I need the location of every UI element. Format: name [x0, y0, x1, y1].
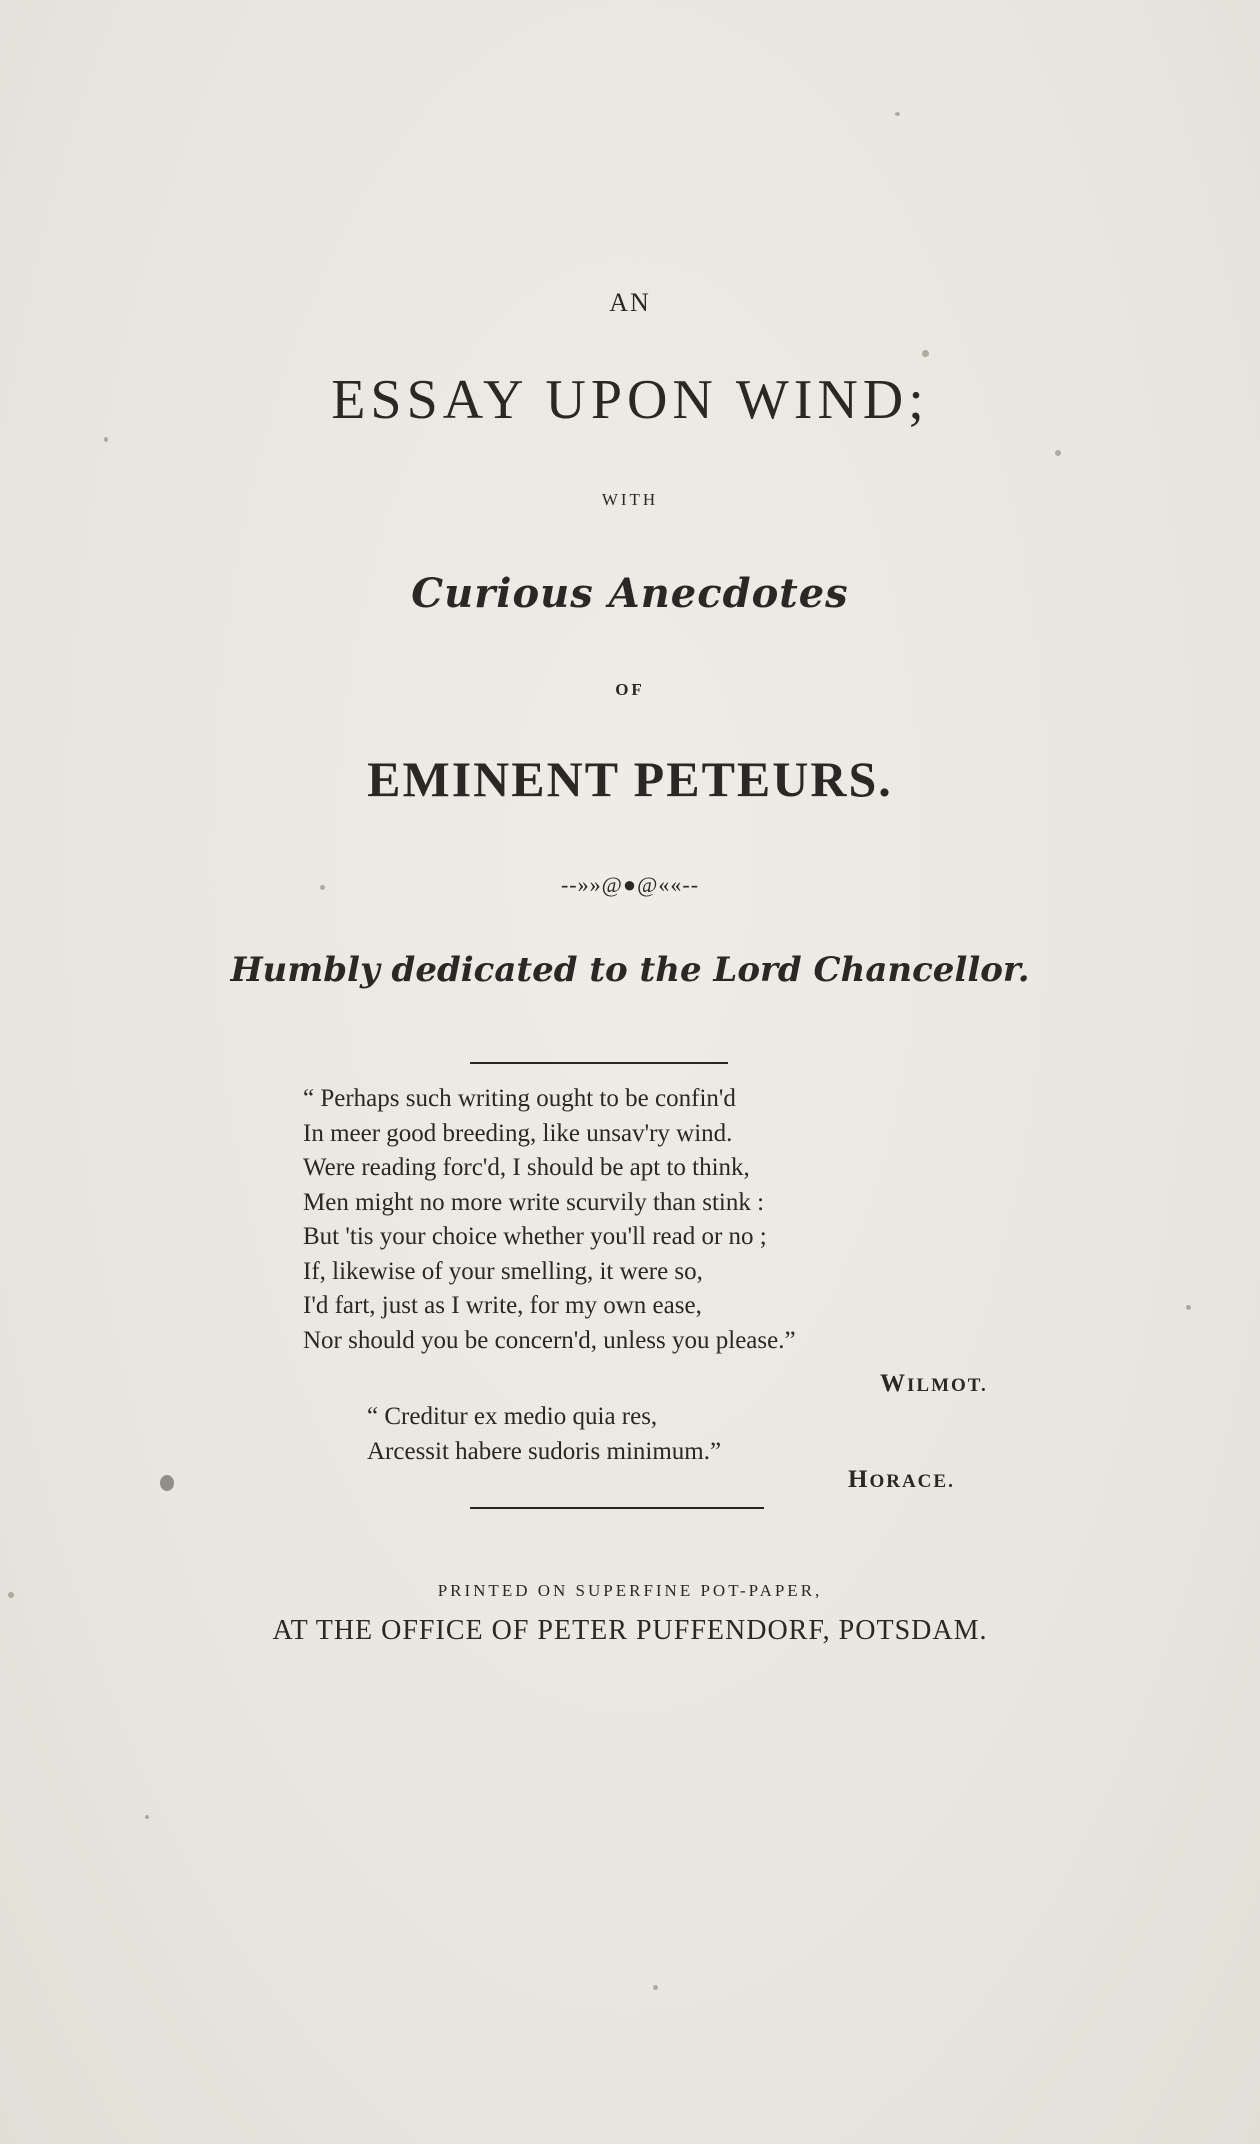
- epigraph-english: [303, 1082, 796, 1358]
- connector-with: WITH: [601, 490, 659, 509]
- rule-bottom: [470, 1507, 764, 1509]
- verse-line: But 'tis your choice whether you'll read or no ;: [303, 1223, 767, 1250]
- paper-speck: [922, 350, 929, 357]
- epigraph-latin: [367, 1400, 721, 1469]
- paper-speck: [1186, 1305, 1191, 1310]
- attribution-initial: W: [880, 1370, 907, 1397]
- dedication: Humbly dedicated to the Lord Chancellor.: [230, 950, 1030, 990]
- imprint-office: AT THE OFFICE OF PETER PUFFENDORF, POTSDAM.: [272, 1615, 988, 1646]
- verse-line: In meer good breeding, like unsav'ry wind.: [303, 1119, 733, 1147]
- verse-line: If, likewise of your smelling, it were so,: [303, 1257, 703, 1285]
- title-article: AN: [609, 288, 651, 317]
- paper-speck: [895, 112, 900, 116]
- attribution-horace: [848, 1466, 955, 1494]
- verse-line: “ Creditur ex medio quia res,: [367, 1403, 658, 1430]
- subtitle-blackletter: Curious Anecdotes: [411, 570, 849, 617]
- verse-line: I'd fart, just as I write, for my own ease,: [303, 1292, 702, 1319]
- attribution-rest: ORACE.: [869, 1471, 955, 1492]
- attribution-wilmot: [880, 1370, 988, 1398]
- paper-speck: [1055, 450, 1061, 456]
- verse-line: Men might no more write scurvily than stink :: [303, 1188, 765, 1216]
- paper-speck: [145, 1815, 149, 1819]
- rule-top: [470, 1062, 728, 1064]
- verse-line: Arcessit habere sudoris minimum.”: [367, 1437, 722, 1465]
- attribution-initial: H: [848, 1466, 870, 1493]
- connector-of: OF: [615, 680, 645, 699]
- paper-speck: [653, 1985, 658, 1990]
- verse-line: “ Perhaps such writing ought to be confin'd: [303, 1085, 736, 1112]
- verse-line: Were reading forc'd, I should be apt to think,: [303, 1154, 750, 1181]
- attribution-rest: ILMOT.: [907, 1375, 988, 1396]
- imprint-printed: PRINTED ON SUPERFINE POT-PAPER,: [437, 1581, 823, 1600]
- verse-line: Nor should you be concern'd, unless you please.”: [303, 1326, 796, 1354]
- ornament-divider: --»»@●@««--: [560, 872, 700, 897]
- subject-title: EMINENT PETEURS.: [367, 751, 893, 807]
- paper-speck: [160, 1475, 174, 1491]
- main-title: ESSAY UPON WIND;: [331, 369, 929, 431]
- paper-speck: [104, 437, 108, 442]
